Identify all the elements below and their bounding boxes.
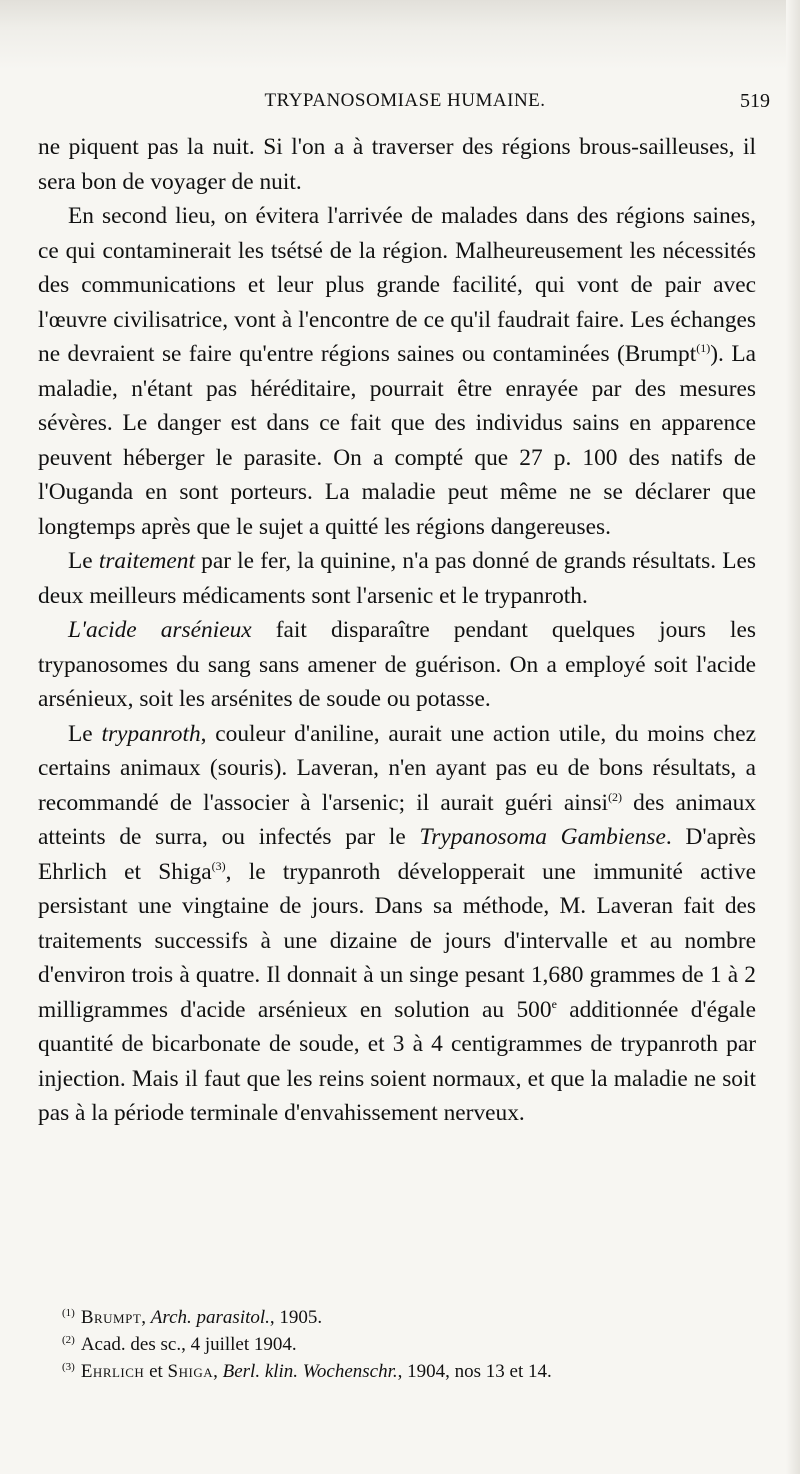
footnote-ref-3[interactable]: (3) <box>211 858 226 873</box>
paragraph-text: ). La maladie, n'étant pas héréditaire, pourrait être enrayée par des mesures sévères. Le danger est dans ce fait que des individus sains en apparence peuvent héberger le parasite. On a compté que 27 p. 100 des natifs de l'Ouganda en sont porteurs. La maladie peut même ne se déclarer que longtemps après que le sujet a quitté les régions dangereuses. <box>38 341 756 540</box>
page-number: 519 <box>740 90 770 112</box>
emphasis-traitement: traitement <box>98 548 195 574</box>
footnote-2 <box>62 1331 762 1358</box>
footnote-ref-1[interactable]: (1) <box>696 341 711 355</box>
footnote-3 <box>62 1358 762 1385</box>
paragraph-text: des animaux atteints de surra, ou infectés par le <box>38 789 756 850</box>
footnote-source: Arch. parasitol. <box>150 1307 270 1328</box>
paragraph-text: , couleur d'aniline, aurait une action utile, du moins chez certains animaux (souris). Laveran, n'en ayant pas eu de bons résultats, a recommandé de l'associer à l'arsenic; il aurait guéri ainsi <box>38 720 756 816</box>
paragraph-1 <box>38 130 756 199</box>
footnote-rest: , 1905. <box>269 1307 323 1328</box>
paragraph-text: . D'après Ehrlich et Shiga <box>38 824 757 885</box>
emphasis-trypanroth: trypanroth <box>101 720 201 747</box>
footnote-ref-2[interactable]: (2) <box>608 789 623 804</box>
footnote-sep-2: , <box>213 1361 223 1382</box>
running-title: TRYPANOSOMIASE HUMAINE. <box>264 90 546 111</box>
footnote-author-2: Shiga <box>167 1361 214 1382</box>
footnotes <box>62 1304 762 1385</box>
paragraph-text: ne piquent pas la nuit. Si l'on a à traverser des régions brous-sailleuses, il sera bon de voyager de nuit. <box>38 134 756 195</box>
footnote-sep: , <box>141 1307 151 1328</box>
paragraph-text: Le <box>68 548 99 574</box>
paragraph-2 <box>38 199 756 544</box>
body-text <box>38 130 756 1131</box>
page-shadow-right <box>786 0 800 1474</box>
paragraph-text: fait disparaître pendant quelques jours les trypanosomes du sang sans amener de guérison. On a employé soit l'acide arsénieux, soit les arsénites de soude ou potasse. <box>38 617 756 712</box>
footnote-mark: (1) <box>62 1307 75 1319</box>
footnote-author: Ehrlich <box>80 1361 145 1382</box>
paragraph-text: additionnée d'égale quantité de bicarbonate de soude, et 3 à 4 centigrammes de trypanroth par injection. Mais il faut que les reins soient normaux, et que la maladie ne soit pas à la période terminale d'envahissement nerveux. <box>38 996 756 1126</box>
footnote-source: Berl. klin. Wochenschr. <box>222 1361 398 1382</box>
paragraph-text: Le <box>68 720 102 747</box>
paragraph-text: , le trypanroth développerait une immunité active persistant une vingtaine de jours. Dans sa méthode, M. Laveran fait des traitements successifs à une dizaine de jours d'intervalle et au nombre d'environ trois à quatre. Il donnait à un singe pesant 1,680 grammes de 1 à 2 milligrammes d'acide arsénieux en solution au 500 <box>38 858 756 1023</box>
paragraph-3 <box>38 544 756 613</box>
emphasis-trypanosoma: Trypanosoma Gambiense <box>419 824 666 850</box>
emphasis-acide-arsenieux: L'acide arsénieux <box>68 617 252 643</box>
footnote-rest: Acad. des sc., 4 juillet 1904. <box>80 1334 297 1355</box>
footnote-mark: (2) <box>62 1334 75 1346</box>
paragraph-text: par le fer, la quinine, n'a pas donné de grands résultats. Les deux meilleurs médicaments sont l'arsenic et le trypanroth. <box>38 548 756 609</box>
paragraph-4 <box>38 613 756 717</box>
page-shadow-top <box>0 0 800 70</box>
ordinal-superscript: e <box>551 996 557 1011</box>
paragraph-text: En second lieu, on évitera l'arrivée de malades dans des régions saines, ce qui contaminerait les tsétsé de la région. Malheureusement les nécessités des communications et leur plus grande facilité, qui vont de pair avec l'œuvre civilisatrice, vont à l'encontre de ce qu'il faudrait faire. Les échanges ne devraient se faire qu'entre régions saines ou contaminées (Brumpt <box>38 203 756 367</box>
page-header <box>40 84 770 118</box>
footnote-mark: (3) <box>62 1361 75 1373</box>
footnote-sep: et <box>144 1361 168 1382</box>
footnote-1 <box>62 1304 762 1331</box>
footnote-rest: , 1904, nos 13 et 14. <box>397 1361 552 1382</box>
footnote-author: Brumpt <box>80 1307 142 1328</box>
paragraph-5 <box>38 717 756 1131</box>
